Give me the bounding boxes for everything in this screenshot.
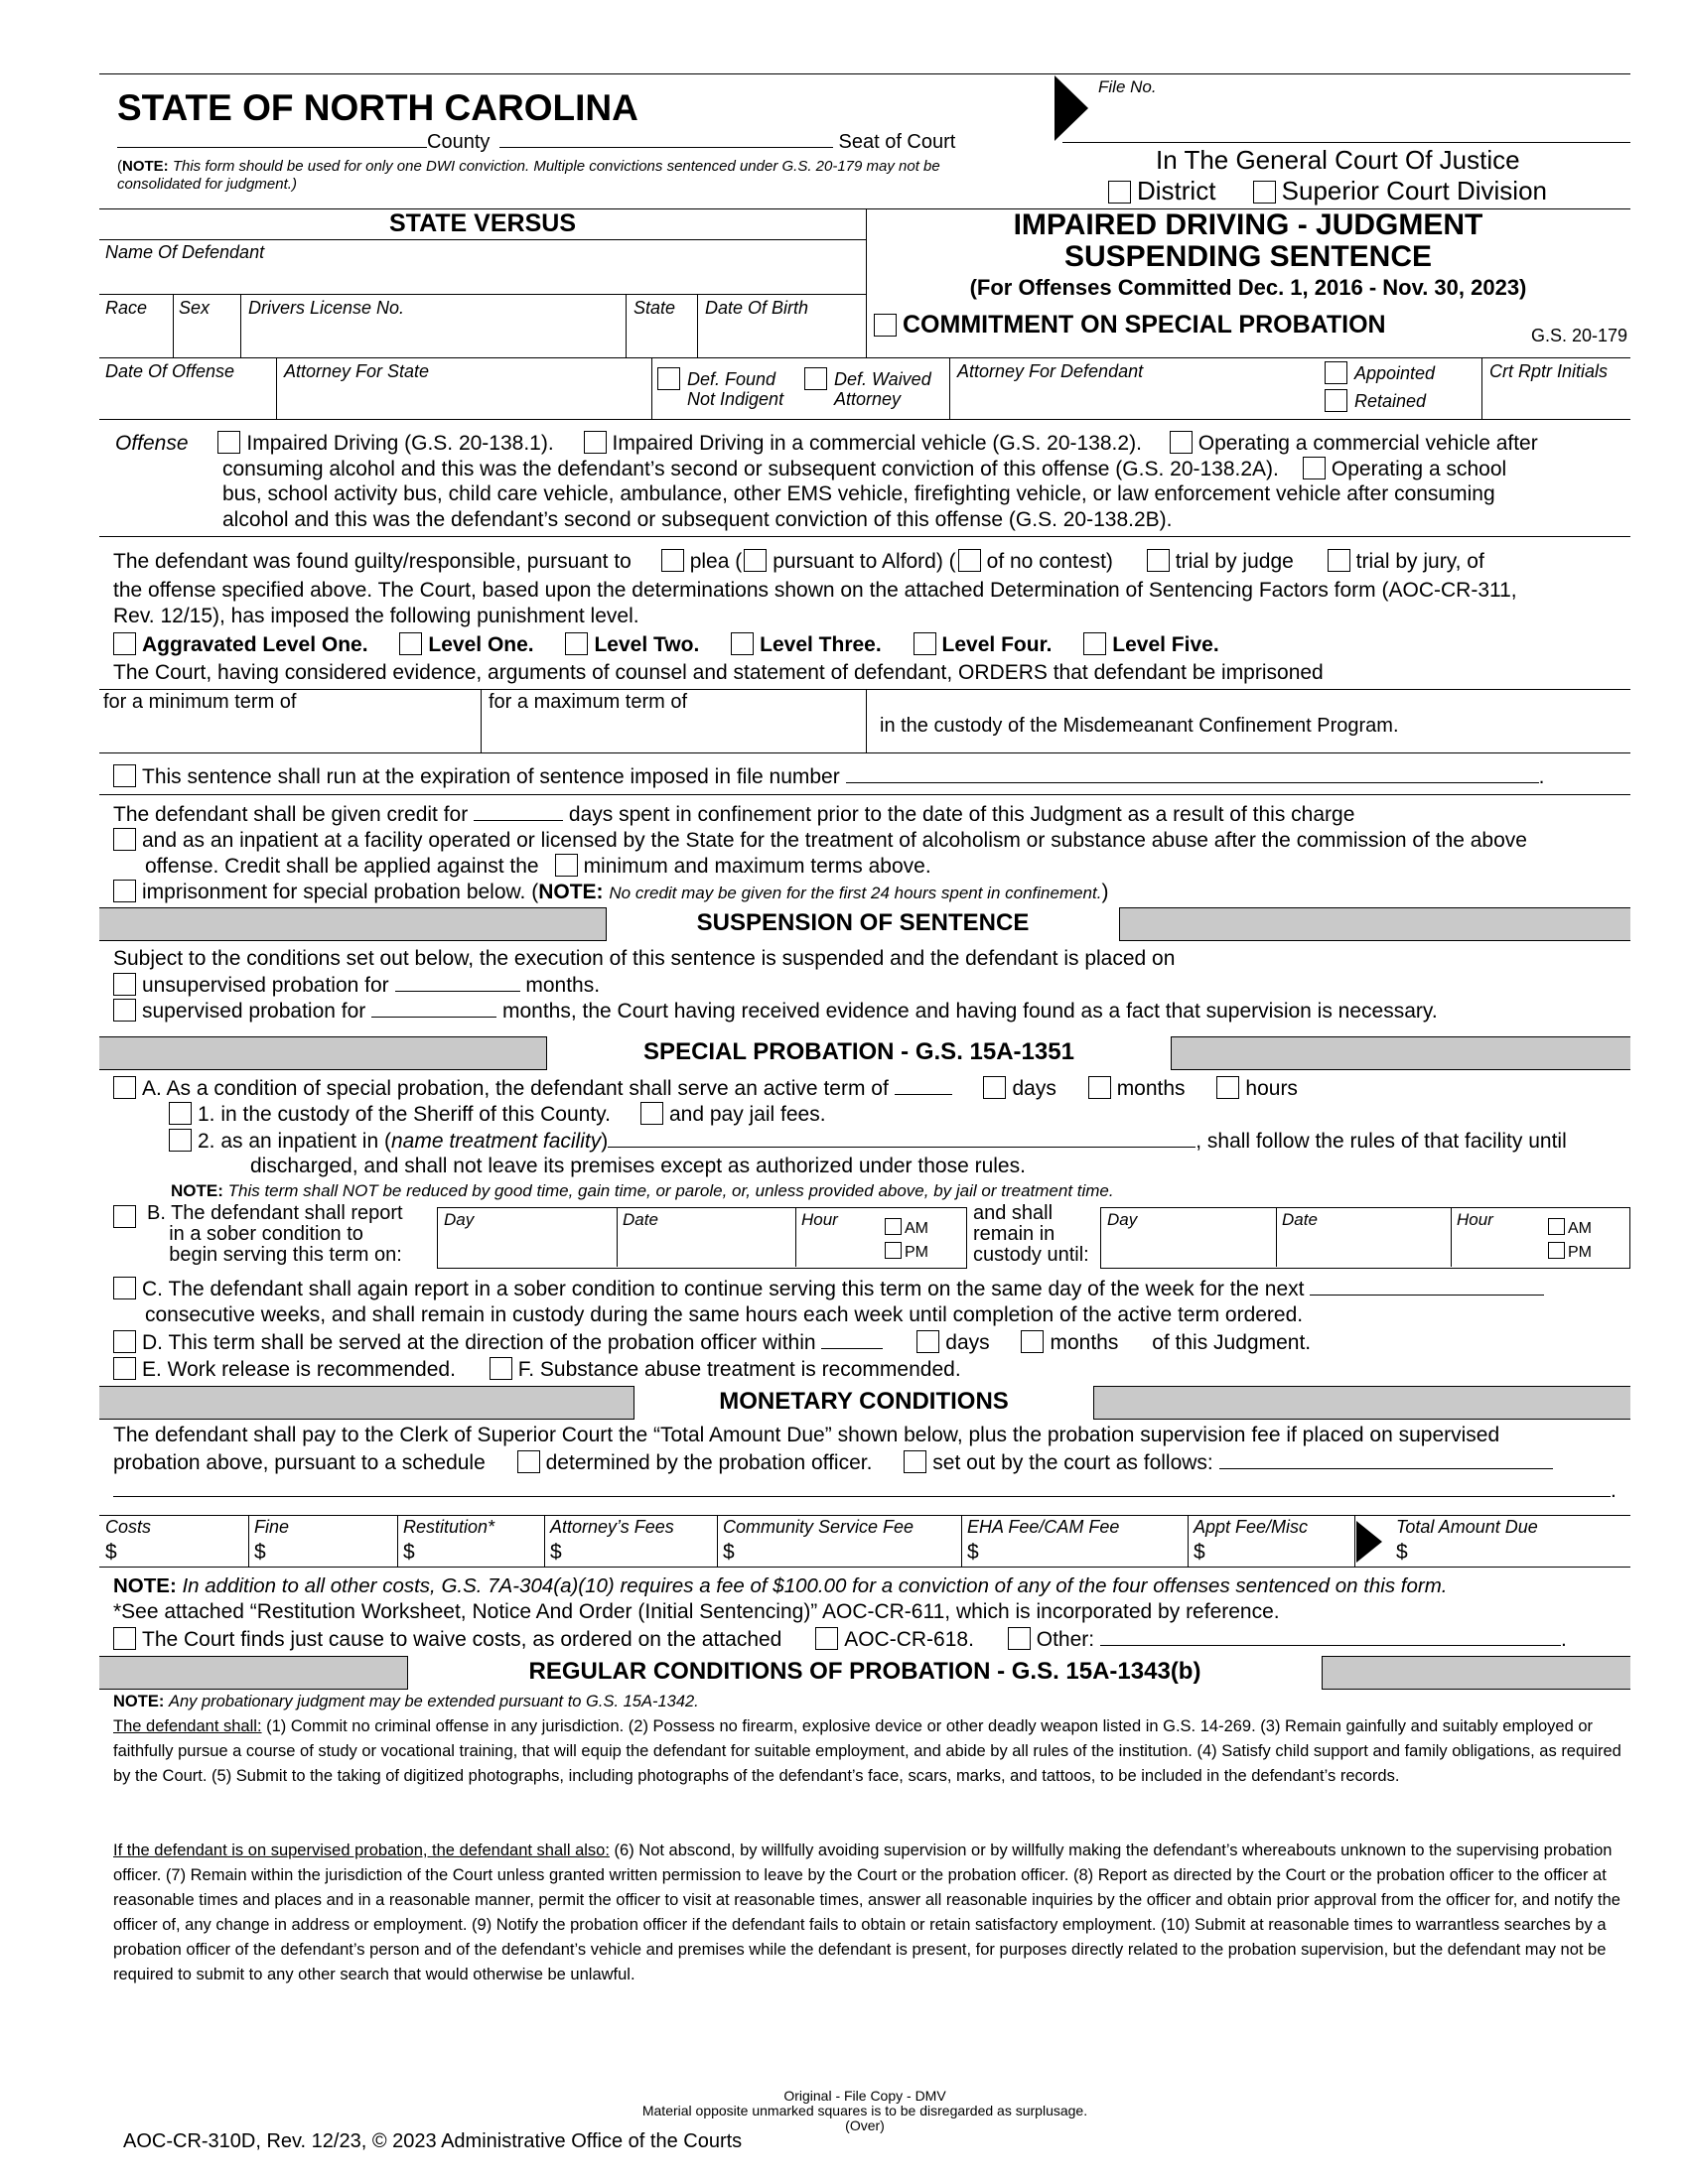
report-am-row: AM xyxy=(885,1218,928,1238)
crt-rptr-label: Crt Rptr Initials xyxy=(1489,361,1609,381)
level-agg-checkbox[interactable] xyxy=(113,632,136,655)
commitment-row: COMMITMENT ON SPECIAL PROBATION xyxy=(874,311,1386,340)
other-input[interactable] xyxy=(1100,1645,1561,1646)
schedule-court-checkbox[interactable] xyxy=(904,1450,926,1473)
report-am-checkbox[interactable] xyxy=(885,1218,902,1235)
plea-checkbox[interactable] xyxy=(661,549,684,572)
report-box xyxy=(437,1207,967,1269)
special-b-checkbox[interactable] xyxy=(113,1205,142,1230)
special-d-row: D. This term shall be served at the direction of the probation officer within days months of this Judgment. xyxy=(113,1330,1311,1355)
special-a2-row: 2. as an inpatient in (name treatment facility) , shall follow the rules of that facility until xyxy=(169,1129,1567,1154)
costs-label: Costs xyxy=(105,1517,152,1537)
commitment-checkbox[interactable] xyxy=(874,314,897,337)
unsupervised-row: unsupervised probation for months. xyxy=(113,973,600,998)
report-day-label: Day xyxy=(444,1210,475,1229)
form-title: IMPAIRED DRIVING - JUDGMENT SUSPENDING SENTENCE xyxy=(1013,208,1483,273)
district-checkbox[interactable] xyxy=(1108,181,1131,204)
remain-pm-row: PM xyxy=(1548,1242,1592,1262)
monetary-line-2: probation above, pursuant to a schedule determined by the probation officer. set out by the court as follows: xyxy=(113,1450,1553,1475)
court-title: In The General Court Of Justice xyxy=(1156,145,1520,175)
remain-hour-label: Hour xyxy=(1457,1210,1493,1229)
unsup-months-input[interactable] xyxy=(395,991,520,992)
report-pm-row: PM xyxy=(885,1242,928,1262)
offense-date-label: Date Of Offense xyxy=(105,361,235,381)
levels-row: Aggravated Level One. Level One. Level Two. Level Three. Level Four. Level Five. xyxy=(113,632,1219,657)
costs-amount[interactable]: $ xyxy=(105,1541,117,1564)
d-months-checkbox[interactable] xyxy=(1021,1330,1044,1353)
special-ef-row: E. Work release is recommended. F. Substance abuse treatment is recommended. xyxy=(113,1357,961,1382)
offense-4-checkbox[interactable] xyxy=(1303,457,1326,479)
aoc618-checkbox[interactable] xyxy=(815,1627,838,1650)
rule-6 xyxy=(99,689,1630,690)
unsupervised-checkbox[interactable] xyxy=(113,973,136,996)
credit-days-input[interactable] xyxy=(474,820,563,821)
suspension-title: SUSPENSION OF SENTENCE xyxy=(606,907,1120,941)
file-number-input[interactable] xyxy=(846,782,1539,783)
retained-checkbox[interactable] xyxy=(1325,389,1353,414)
supervised-conditions: If the defendant is on supervised probation, the defendant shall also: (6) Not abscond, by willfully avoiding supervision or by willfully making the defendant’s whereabouts unknown to the supervising probation officer. (7) Remain within the jurisdiction of the Court unless granted written permission to leave by the Court or the probation officer. (8) Report as directed by the Court or the probation officer to the officer at reasonable times and places and in a reasonable manner, permit the officer to visit at reasonable times, answer all reasonable inquiries by the officer and obtain prior approval from the officer for, and notify the officer of, any change in address or employment. (9) Notify the probation officer if the defendant fails to obtain or retain satisfactory employment. (10) Submit at reasonable times to warrantless searches by a probation officer of the defendant’s person and of the defendant’s vehicle and premises while the defendant is present, for purposes directly related to the probation supervision, but the defendant may not be required to submit to any other search that would otherwise be unlawful. xyxy=(113,1842,1620,1983)
min-max-checkbox[interactable] xyxy=(555,854,578,877)
offense-2-checkbox[interactable] xyxy=(584,431,607,454)
remain-date-label: Date xyxy=(1282,1210,1318,1229)
special-b-label: B. The defendant shall report in a sober condition to begin serving this term on: xyxy=(147,1202,403,1266)
level-2-checkbox[interactable] xyxy=(565,632,588,655)
footer-copies: Original - File Copy - DMV Material opposite unmarked squares is to be disregarded as surplusage. (Over) xyxy=(641,2088,1088,2133)
credit-line-1: The defendant shall be given credit for days spent in confinement prior to the date of this Judgment as a result of this charge xyxy=(113,803,1355,826)
a-months-checkbox[interactable] xyxy=(1088,1076,1111,1099)
county-row: County Seat of Court xyxy=(117,131,955,154)
restitution-amount[interactable]: $ xyxy=(403,1541,415,1564)
waive-checkbox[interactable] xyxy=(113,1627,136,1650)
alford-checkbox[interactable] xyxy=(744,549,767,572)
level-3-checkbox[interactable] xyxy=(731,632,754,655)
special-a2-line2: discharged, and shall not leave its premises except as authorized under those rules. xyxy=(250,1155,1026,1177)
other-checkbox[interactable] xyxy=(1008,1627,1031,1650)
monetary-title: MONETARY CONDITIONS xyxy=(633,1386,1094,1420)
level-5-checkbox[interactable] xyxy=(1083,632,1106,655)
rule-money-bottom xyxy=(99,1567,1630,1568)
remain-label: and shall remain in custody until: xyxy=(973,1202,1089,1266)
d-days-checkbox[interactable] xyxy=(916,1330,939,1353)
dob-label: Date Of Birth xyxy=(705,298,809,318)
special-c-checkbox[interactable] xyxy=(113,1277,136,1299)
rule-2 xyxy=(99,294,866,295)
schedule-input-2[interactable] xyxy=(113,1496,1611,1497)
special-title: SPECIAL PROBATION - G.S. 15A-1351 xyxy=(546,1036,1172,1070)
active-term-input[interactable] xyxy=(895,1094,952,1095)
level-1-checkbox[interactable] xyxy=(399,632,422,655)
fine-amount[interactable]: $ xyxy=(254,1541,266,1564)
a2-checkbox[interactable] xyxy=(169,1129,192,1152)
form-subtitle: (For Offenses Committed Dec. 1, 2016 - Nov. 30, 2023) xyxy=(969,275,1527,300)
remain-am-checkbox[interactable] xyxy=(1548,1218,1565,1235)
statute: G.S. 20-179 xyxy=(1531,326,1628,345)
def-found-checkbox[interactable] xyxy=(657,367,686,392)
offense-3-checkbox[interactable] xyxy=(1170,431,1193,454)
file-no-line xyxy=(1062,142,1630,143)
jail-fees-checkbox[interactable] xyxy=(640,1102,663,1125)
trial-jury-checkbox[interactable] xyxy=(1328,549,1350,572)
report-pm-checkbox[interactable] xyxy=(885,1242,902,1259)
report-hour-label: Hour xyxy=(801,1210,838,1229)
inpatient-credit-checkbox[interactable] xyxy=(113,828,136,851)
name-defendant-label: Name Of Defendant xyxy=(105,242,265,262)
eha-fee-amount[interactable]: $ xyxy=(967,1541,979,1564)
license-label: Drivers License No. xyxy=(248,298,405,318)
appt-fee-amount[interactable]: $ xyxy=(1194,1541,1205,1564)
race-label: Race xyxy=(105,298,148,318)
offense-section: Offense Impaired Driving (G.S. 20-138.1). Impaired Driving in a commercial vehicle (G.S. 20-138.2). Operating a commercial vehicle after xyxy=(115,432,1538,455)
state-title: STATE OF NORTH CAROLINA xyxy=(117,87,638,128)
remain-am-row: AM xyxy=(1548,1218,1592,1238)
total-arrow-icon xyxy=(1354,1519,1384,1565)
suspension-lead: Subject to the conditions set out below, the execution of this sentence is suspended and the defendant is placed on xyxy=(113,947,1176,970)
min-term-label: for a minimum term of xyxy=(103,691,297,713)
court-division-row: District Superior Court Division xyxy=(1108,176,1547,206)
guilty-line-2: the offense specified above. The Court, based upon the determinations shown on the attached Determination of Sentencing Factors form (AOC-CR-311, xyxy=(113,579,1517,602)
offense-line-4: alcohol and this was the defendant’s second or subsequent conviction of this offense (G.S. 20-138.2B). xyxy=(222,508,1173,531)
attorney-fees-amount[interactable]: $ xyxy=(550,1541,562,1564)
rule-7 xyxy=(99,752,1630,753)
waive-row: The Court finds just cause to waive costs, as ordered on the attached AOC-CR-618. Other: . xyxy=(113,1627,1567,1652)
special-f-checkbox[interactable] xyxy=(490,1357,512,1380)
fine-label: Fine xyxy=(254,1517,290,1537)
credit-line-3: offense. Credit shall be applied against the minimum and maximum terms above. xyxy=(145,855,931,878)
special-probation-credit-checkbox[interactable] xyxy=(113,880,136,902)
rule-money-top xyxy=(99,1515,1630,1516)
rule-8 xyxy=(99,794,1630,795)
def-waived-checkbox[interactable] xyxy=(804,367,833,392)
form-number: AOC-CR-310D, Rev. 12/23, © 2023 Administrative Office of the Courts xyxy=(123,2130,743,2152)
supervised-checkbox[interactable] xyxy=(113,999,136,1022)
monetary-note: NOTE: In addition to all other costs, G.S. 7A-304(a)(10) requires a fee of $100.00 for a conviction of any of the four offenses sentenced on this form. xyxy=(113,1574,1448,1597)
orders-line: The Court, having considered evidence, arguments of counsel and statement of defendant, ORDERS that defendant be imprisoned xyxy=(113,661,1324,684)
offense-1-checkbox[interactable] xyxy=(217,431,240,454)
appointed-label: Appointed xyxy=(1354,363,1436,383)
custody-text: in the custody of the Misdemeanant Confinement Program. xyxy=(880,715,1399,737)
def-waived-label: Def. Waived Attorney xyxy=(834,369,931,409)
special-a1-row: 1. in the custody of the Sheriff of this County. and pay jail fees. xyxy=(169,1102,826,1127)
attorney-fees-label: Attorney’s Fees xyxy=(550,1517,674,1537)
a-days-checkbox[interactable] xyxy=(983,1076,1006,1099)
regular-band xyxy=(99,1656,1630,1690)
monetary-band xyxy=(99,1386,1630,1420)
rule-5 xyxy=(99,536,1630,537)
community-fee-amount[interactable]: $ xyxy=(723,1541,735,1564)
remain-pm-checkbox[interactable] xyxy=(1548,1242,1565,1259)
special-band xyxy=(99,1036,1630,1070)
remain-day-label: Day xyxy=(1107,1210,1138,1229)
sex-label: Sex xyxy=(179,298,211,318)
remain-box xyxy=(1100,1207,1630,1269)
special-e-checkbox[interactable] xyxy=(113,1357,136,1380)
appt-fee-label: Appt Fee/Misc xyxy=(1194,1517,1309,1537)
weeks-input[interactable] xyxy=(1310,1295,1544,1296)
def-found-label: Def. Found Not Indigent xyxy=(687,369,784,409)
credit-line-2: and as an inpatient at a facility operated or licensed by the State for the treatment of alcoholism or substance abuse after the commission of the above xyxy=(113,828,1527,853)
county-input[interactable] xyxy=(117,147,427,148)
expiration-checkbox[interactable] xyxy=(113,764,136,787)
schedule-po-checkbox[interactable] xyxy=(517,1450,540,1473)
facility-input[interactable] xyxy=(608,1147,1196,1148)
attorney-def-label: Attorney For Defendant xyxy=(957,361,1144,381)
total-due-label: Total Amount Due xyxy=(1396,1517,1538,1537)
guilty-row: The defendant was found guilty/responsible, pursuant to plea ( pursuant to Alford) ( of no contest) trial by judge trial by jury, of xyxy=(113,550,1484,573)
state-versus: STATE VERSUS xyxy=(389,209,576,237)
special-a-checkbox[interactable] xyxy=(113,1076,136,1099)
sup-months-input[interactable] xyxy=(371,1017,496,1018)
regular-note: NOTE: Any probationary judgment may be extended pursuant to G.S. 15A-1342. xyxy=(113,1693,699,1710)
offense-line-2: consuming alcohol and this was the defendant’s second or subsequent conviction of this offense (G.S. 20-138.2A). Operating a school xyxy=(222,458,1507,480)
restitution-label: Restitution* xyxy=(403,1517,495,1537)
credit-line-4: imprisonment for special probation below. (NOTE: No credit may be given for the first 24 hours spent in confinement.) xyxy=(113,880,1108,904)
state-label: State xyxy=(633,298,676,318)
level-4-checkbox[interactable] xyxy=(914,632,936,655)
restitution-see: *See attached “Restitution Worksheet, Notice And Order (Initial Sentencing)” AOC-CR-611, which is incorporated by reference. xyxy=(113,1600,1280,1623)
special-c-line2: consecutive weeks, and shall remain in custody during the same hours each week until completion of the active term ordered. xyxy=(145,1303,1304,1326)
rule-sv xyxy=(99,239,866,240)
file-no-label: File No. xyxy=(1098,77,1157,96)
special-c-row: C. The defendant shall again report in a sober condition to continue serving this term on the same day of the week for the next xyxy=(113,1277,1544,1301)
supervised-row: supervised probation for months, the Court having received evidence and having found as a fact that supervision is necessary. xyxy=(113,999,1438,1024)
suspension-band xyxy=(99,907,1630,941)
rule-3 xyxy=(99,357,1630,358)
special-a-row: A. As a condition of special probation, the defendant shall serve an active term of days months hours xyxy=(113,1076,1298,1101)
no-contest-checkbox[interactable] xyxy=(958,549,981,572)
max-term-label: for a maximum term of xyxy=(489,691,688,713)
retained-label: Retained xyxy=(1354,391,1427,411)
schedule-input[interactable] xyxy=(1219,1468,1553,1469)
a-hours-checkbox[interactable] xyxy=(1216,1076,1239,1099)
rule-4 xyxy=(99,419,1630,420)
a1-checkbox[interactable] xyxy=(169,1102,192,1125)
regular-conditions: The defendant shall: (1) Commit no criminal offense in any jurisdiction. (2) Possess no firearm, explosive device or other deadly weapon listed in G.S. 14-269. (3) Remain gainfully and suitably employed or faithfully pursue a course of study or vocational training, that will equip the defendant for suitable employment, and abide by all rules of the institution. (4) Satisfy child support and family obligations, as required by the Court. (5) Submit to the taking of digitized photographs, including photographs of the defendant’s face, scars, marks, and tattoos, to be included in the defendant’s records. xyxy=(113,1717,1621,1785)
header-note: (NOTE: This form should be used for only one DWI conviction. Multiple convictions sentenced under G.S. 20-179 may not be consolidated for judgment.) xyxy=(117,158,940,193)
appointed-checkbox[interactable] xyxy=(1325,361,1353,386)
arrow-icon xyxy=(1055,73,1090,143)
offense-line-3: bus, school activity bus, child care vehicle, ambulance, other EMS vehicle, firefighting vehicle, or law enforcement vehicle after consuming xyxy=(222,482,1495,505)
schedule-line-2: . xyxy=(113,1479,1617,1503)
special-note: NOTE: This term shall NOT be reduced by good time, gain time, or parole, or, unless provided above, by jail or treatment time. xyxy=(171,1181,1114,1200)
total-due-amount[interactable]: $ xyxy=(1396,1541,1408,1564)
within-input[interactable] xyxy=(821,1348,883,1349)
special-d-checkbox[interactable] xyxy=(113,1330,136,1353)
expiration-row: This sentence shall run at the expiration of sentence imposed in file number . xyxy=(113,764,1544,789)
monetary-line-1: The defendant shall pay to the Clerk of Superior Court the “Total Amount Due” shown below, plus the probation supervision fee if placed on supervised xyxy=(113,1424,1500,1446)
eha-fee-label: EHA Fee/CAM Fee xyxy=(967,1517,1120,1537)
guilty-line-3: Rev. 12/15), has imposed the following punishment level. xyxy=(113,605,639,627)
regular-title: REGULAR CONDITIONS OF PROBATION - G.S. 15A-1343(b) xyxy=(407,1656,1323,1690)
report-date-label: Date xyxy=(623,1210,658,1229)
trial-judge-checkbox[interactable] xyxy=(1147,549,1170,572)
attorney-state-label: Attorney For State xyxy=(284,361,430,381)
community-fee-label: Community Service Fee xyxy=(723,1517,914,1537)
seat-input[interactable] xyxy=(499,147,833,148)
superior-checkbox[interactable] xyxy=(1253,181,1276,204)
top-border xyxy=(99,73,1630,74)
